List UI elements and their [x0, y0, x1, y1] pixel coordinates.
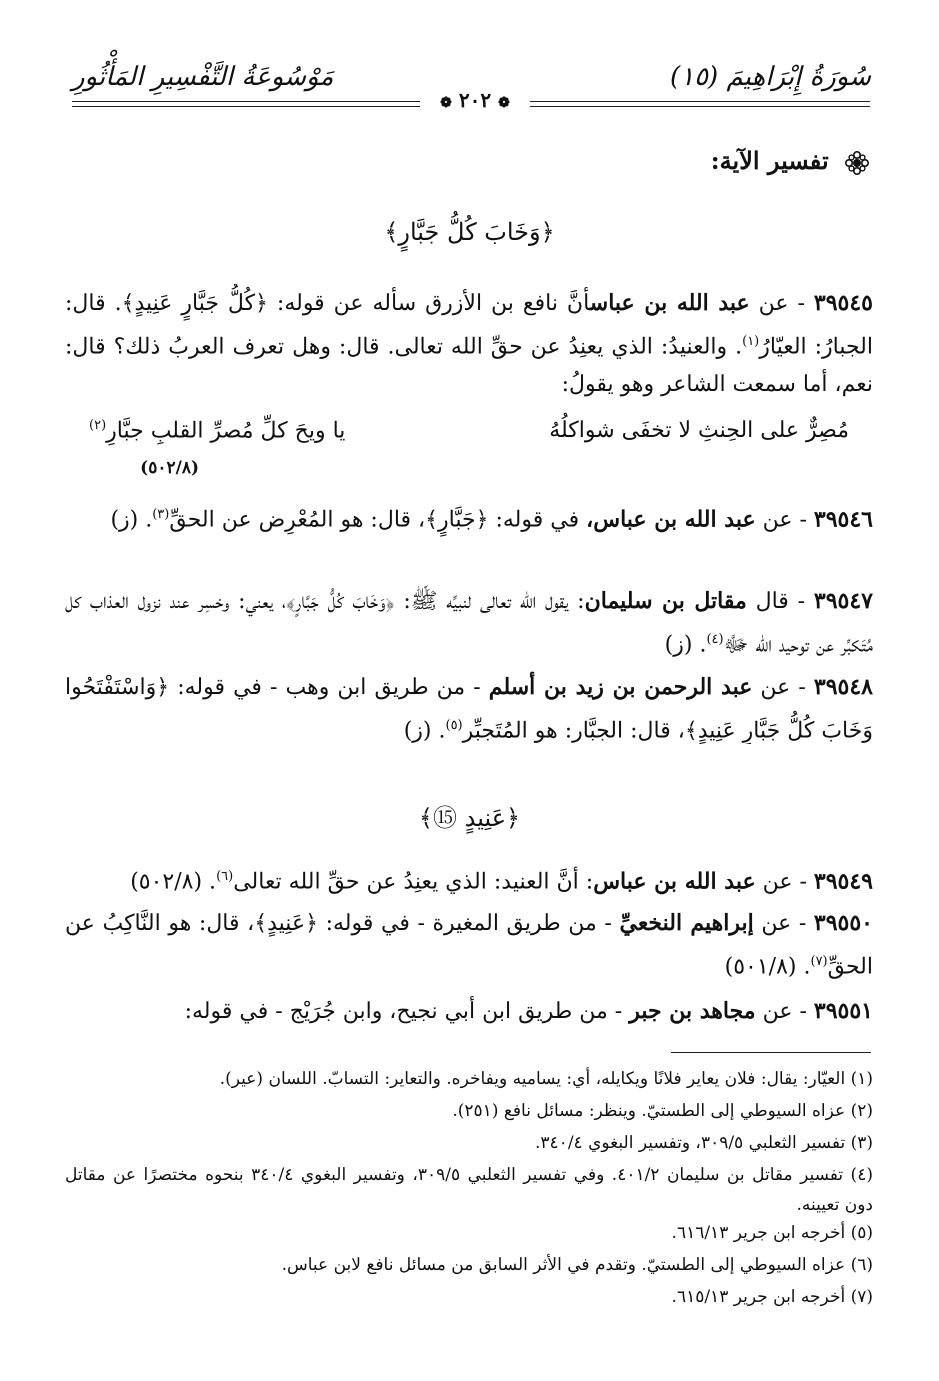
entry-connector: - عن [762, 999, 807, 1024]
entry-connector: - عن [758, 291, 805, 316]
entry-text: - من طريق ابن أبي نجيح، وابن جُرَيْج - في قوله: [184, 999, 623, 1024]
entry-number: ٣٩٥٥١ [813, 998, 873, 1024]
poem-first-half: يا ويحَ كلِّ مُصرِّ القلبِ جبَّارِ$^{(٢)}$ [89, 418, 346, 444]
narration-entry [65, 496, 873, 572]
entry-number: ٣٩٥٥٠ [813, 910, 873, 936]
verse-heading: ﴿عَنِيدٍ ⑮﴾ [418, 804, 521, 832]
narrator-name: عبد الرحمن بن زيد بن أسلم [488, 674, 753, 700]
entry-text: . (ز) [403, 718, 446, 744]
header-rule-right [530, 101, 870, 102]
header-rule-left [72, 101, 420, 102]
section-title-text: تفسير الآية: [710, 146, 829, 175]
narrator-name: عبد الله بن عباس، [586, 506, 756, 533]
entry-text: . والعنيدُ: الذي يعنِدُ عن حقِّ الله تعالى. قال: وهل تعرف العربُ ذلك؟ قال: نعم، أما سمعت الشاعر وهو يقولُ: [65, 334, 873, 398]
narration-entry [65, 668, 873, 744]
volume-reference: (٥٠٢/٨) [140, 458, 199, 478]
entry-text: . (ز) [110, 507, 153, 533]
footnote-marker: (٣) [152, 507, 170, 522]
flower-ornament-icon [845, 151, 869, 175]
header-rule-left-2 [72, 106, 420, 107]
entry-text: أنَّ نافع بن الأزرق سأله عن قوله: ﴿كُلُّ جَبَّارٍ عَنِيدٍ﴾. قال: الجبارُ: العيّارُ [65, 291, 873, 360]
footnote-marker: (٦) [216, 869, 234, 884]
footnote: (١) العيّار: يقال: فلان يعاير فلانًا ويكايله، أي: يساميه ويفاخره. والتعاير: التسابّ. اللسان (عير). [219, 1069, 873, 1089]
footnote: (٢) عزاه السيوطي إلى الطستيّ. وينظر: مسائل نافع (٢٥١). [452, 1101, 873, 1121]
entry-text: - من طريق المغيرة - في قوله: ﴿عَنِيدٍ﴾، قال: هو النَّاكِبُ عن الحقِّ [65, 911, 873, 980]
entry-number: ٣٩٥٤٥ [813, 290, 873, 316]
entry-text: . (٥٠٢/٨) [130, 869, 217, 895]
entry-number: ٣٩٥٤٧ [813, 588, 873, 614]
entry-number: ٣٩٥٤٦ [813, 506, 873, 533]
section-title [711, 146, 869, 175]
entry-text: : أنَّ العنيد: الذي يعنِدُ عن حقِّ الله تعالى [233, 869, 594, 895]
footnote: (٧) أخرجه ابن جرير ٦١٥/١٣. [671, 1287, 873, 1307]
footnote-separator [671, 1052, 871, 1053]
narration-entry [65, 904, 873, 980]
verse-heading: ﴿وَخَابَ كُلُّ جَبَّارٍ﴾ [384, 218, 555, 246]
narrator-name: عبد الله بن عباس [593, 868, 756, 895]
entry-number: ٣٩٥٤٩ [813, 868, 873, 895]
narration-entry [65, 284, 873, 398]
footnote-marker: (١) [742, 334, 760, 349]
page-number-block [420, 88, 530, 112]
entry-text: في قوله: ﴿جَبَّارٍ﴾، قال: هو المُعْرِض عن الحقِّ [169, 507, 580, 533]
entry-text: - من طريق ابن وهب - في قوله: ﴿وَاسْتَفْتَحُوا وَخَابَ كُلُّ جَبَّارٍ عَنِيدٍ﴾، قال: الجبَّار: هو المُتَجبِّر [65, 675, 873, 744]
footnote-marker: (٤) [706, 632, 724, 647]
narration-entry [65, 858, 873, 896]
poem-second-half: مُصِرٌّ على الحِنثِ لا تخفَى شواكلُهُ [549, 418, 849, 443]
entry-connector: - عن [760, 675, 806, 700]
narration-entry [65, 582, 873, 658]
ornament-icon: ❁ [498, 95, 510, 111]
entry-connector: - عن [762, 507, 807, 533]
entry-connector: - عن [761, 911, 807, 936]
surah-header: سُورَةُ إِبْرَاهِيمَ (١٥) [669, 62, 871, 92]
footnote: (٥) أخرجه ابن جرير ٦١٦/١٣. [671, 1223, 873, 1243]
narrator-name: مقاتل بن سليمان [584, 588, 747, 614]
entry-connector: - عن [762, 869, 807, 895]
footnote-marker: (٧) [810, 954, 828, 969]
footnote-marker: (٥) [445, 718, 463, 733]
ornament-icon: ❁ [440, 95, 452, 111]
footnote: (٣) تفسير الثعلبي ٣٠٩/٥، وتفسير البغوي ٣٤٠/٤. [535, 1133, 873, 1153]
footnote: (٤) تفسير مقاتل بن سليمان ٤٠١/٢. وفي تفسير الثعلبي ٣٠٩/٥، وتفسير البغوي ٣٤٠/٤ بنحوه مختصرًا عن مقاتل دون تعيينه. [65, 1165, 873, 1215]
footnote: (٦) عزاه السيوطي إلى الطستيّ. وتقدم في الأثر السابق من مسائل نافع لابن عباس. [281, 1255, 873, 1275]
page-number: ٢٠٢ [458, 88, 492, 112]
narrator-name: إبراهيم النخعيِّ [619, 910, 754, 936]
book-title-header: مَوْسُوعَةُ التَّفْسِيرِ المَأْثُورِ [72, 62, 334, 92]
poem-verse [89, 418, 849, 452]
narration-entry [65, 992, 873, 1030]
narrator-name: عبد الله بن عباس [589, 290, 750, 316]
entry-text: . (٥٠١/٨) [724, 954, 811, 980]
narrator-name: مجاهد بن جبر [629, 998, 756, 1024]
footnote-marker: (٢) [89, 418, 107, 433]
entry-connector: - قال [755, 589, 806, 614]
entry-text: . (ز) [664, 632, 707, 658]
header-rule-right-2 [530, 106, 870, 107]
entry-text: : يقول الله تعالى لنبيِّه ﷺ: ﴿وَخَابَ كُلُّ جَبَّارٍ﴾، يعني: وخسِر عند نزول العذاب كل مُتَكبِّر عن توحيد الله ﷻ [65, 589, 873, 658]
entry-number: ٣٩٥٤٨ [813, 674, 873, 700]
